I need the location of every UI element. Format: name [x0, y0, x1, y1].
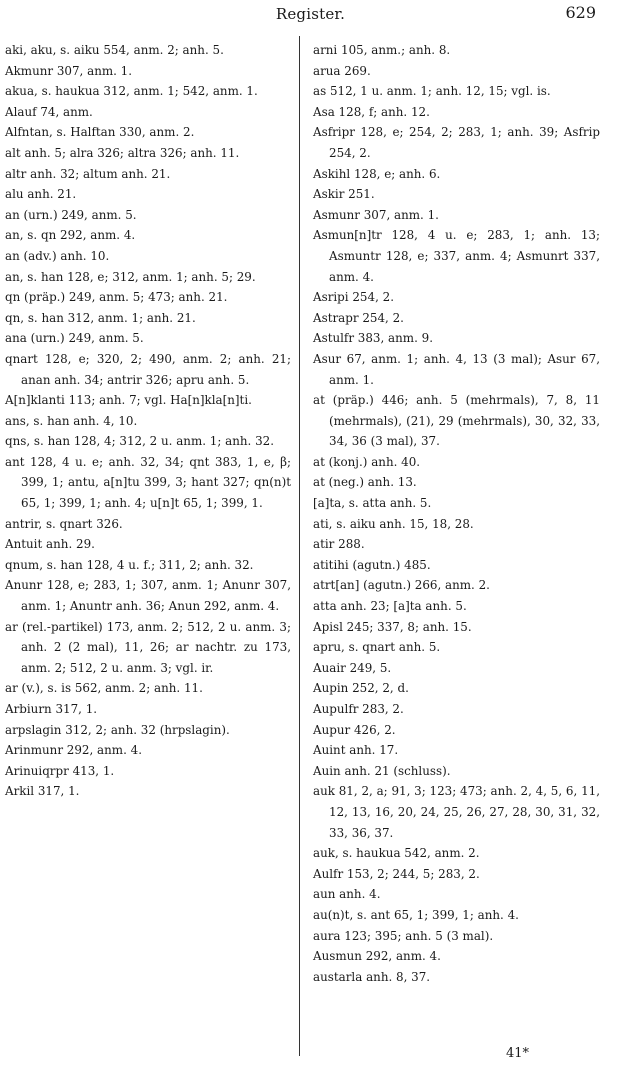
- index-entry: qnart 128, e; 320, 2; 490, anm. 2; anh. 21; anan anh. 34; antrir 326; apru anh. 5.: [5, 351, 291, 387]
- index-entry: atir 288.: [313, 537, 365, 552]
- index-entry: qn (präp.) 249, anm. 5; 473; anh. 21.: [5, 290, 228, 305]
- page-number: 629: [565, 3, 596, 22]
- index-column-left: [5, 40, 291, 802]
- index-entry: auk, s. haukua 542, anm. 2.: [313, 846, 480, 861]
- column-divider: [299, 36, 300, 1056]
- index-entry: at (präp.) 446; anh. 5 (mehrmals), 7, 8, 11 (mehrmals), (21), 29 (mehrmals), 30, 32, 33, 34, 36 (3 mal), 37.: [313, 393, 600, 449]
- index-entry: an (urn.) 249, anm. 5.: [5, 207, 137, 222]
- index-entry: Alfntan, s. Halftan 330, anm. 2.: [5, 125, 195, 140]
- index-column-right: [313, 40, 600, 987]
- index-entry: Arkil 317, 1.: [5, 784, 80, 799]
- index-entry: ati, s. aiku anh. 15, 18, 28.: [313, 516, 474, 531]
- index-entry: Aupin 252, 2, d.: [313, 681, 409, 696]
- index-entry: Ausmun 292, anm. 4.: [313, 949, 441, 964]
- index-entry: an (adv.) anh. 10.: [5, 248, 110, 263]
- index-entry: Anunr 128, e; 283, 1; 307, anm. 1; Anunr 307, anm. 1; Anuntr anh. 36; Anun 292, anm. 4.: [5, 578, 291, 614]
- index-entry: alt anh. 5; alra 326; altra 326; anh. 11.: [5, 145, 240, 160]
- index-entry: at (neg.) anh. 13.: [313, 475, 417, 490]
- index-entry: Alauf 74, anm.: [5, 104, 93, 119]
- index-entry: ar (rel.-partikel) 173, anm. 2; 512, 2 u. anm. 3; anh. 2 (2 mal), 11, 26; ar nachtr. zu 173, anm. 2; 512, 2 u. anm. 3; vgl. ir.: [5, 619, 291, 675]
- index-entry: ar (v.), s. is 562, anm. 2; anh. 11.: [5, 681, 203, 696]
- index-entry: atitihi (agutn.) 485.: [313, 557, 431, 572]
- index-entry: Asmun[n]tr 128, 4 u. e; 283, 1; anh. 13; Asmuntr 128, e; 337, anm. 4; Asmunrt 337, anm. 4.: [313, 228, 600, 284]
- index-entry: arpslagin 312, 2; anh. 32 (hrpslagin).: [5, 722, 230, 737]
- index-entry: arua 269.: [313, 63, 371, 78]
- index-entry: Auin anh. 21 (schluss).: [313, 763, 451, 778]
- index-entry: altr anh. 32; altum anh. 21.: [5, 166, 171, 181]
- index-entry: an, s. han 128, e; 312, anm. 1; anh. 5; 29.: [5, 269, 256, 284]
- index-entry: Askir 251.: [313, 187, 375, 202]
- index-entry: aura 123; 395; anh. 5 (3 mal).: [313, 928, 494, 943]
- signature-mark: 41*: [506, 1046, 530, 1061]
- index-entry: au(n)t, s. ant 65, 1; 399, 1; anh. 4.: [313, 907, 519, 922]
- index-entry: Auint anh. 17.: [313, 743, 399, 758]
- index-entry: Akmunr 307, anm. 1.: [5, 63, 133, 78]
- page-title: Register.: [275, 5, 346, 23]
- index-entry: as 512, 1 u. anm. 1; anh. 12, 15; vgl. is.: [313, 84, 551, 99]
- index-entry: aun anh. 4.: [313, 887, 381, 902]
- index-entry: Apisl 245; 337, 8; anh. 15.: [313, 619, 472, 634]
- index-entry: Askihl 128, e; anh. 6.: [313, 166, 441, 181]
- index-entry: antrir, s. qnart 326.: [5, 516, 123, 531]
- index-entry: arni 105, anm.; anh. 8.: [313, 43, 451, 57]
- index-entry: Aupur 426, 2.: [313, 722, 396, 737]
- index-entry: Asfripr 128, e; 254, 2; 283, 1; anh. 39; Asfrip 254, 2.: [313, 125, 600, 160]
- index-entry: atrt[an] (agutn.) 266, anm. 2.: [313, 578, 490, 593]
- index-entry: [a]ta, s. atta anh. 5.: [313, 496, 432, 511]
- index-entry: ans, s. han anh. 4, 10.: [5, 413, 138, 428]
- index-entry: apru, s. qnart anh. 5.: [313, 640, 441, 655]
- index-entry: Arbiurn 317, 1.: [5, 702, 98, 716]
- index-entry: ant 128, 4 u. e; anh. 32, 34; qnt 383, 1, e, β; 399, 1; antu, a[n]tu 399, 3; hant 327; qn(n)t 65, 1; 399, 1; anh. 4; u[n]t 65, 1; 399, 1.: [5, 454, 291, 511]
- index-entry: A[n]klanti 113; anh. 7; vgl. Ha[n]kla[n]ti.: [5, 393, 252, 408]
- index-entry: Antuit anh. 29.: [5, 537, 95, 552]
- index-entry: aki, aku, s. aiku 554, anm. 2; anh. 5.: [5, 43, 224, 57]
- index-entry: Asur 67, anm. 1; anh. 4, 13 (3 mal); Asur 67, anm. 1.: [313, 351, 600, 387]
- index-entry: at (konj.) anh. 40.: [313, 454, 421, 469]
- index-entry: qnum, s. han 128, 4 u. f.; 311, 2; anh. 32.: [5, 557, 254, 572]
- index-entry: alu anh. 21.: [5, 187, 77, 202]
- index-entry: atta anh. 23; [a]ta anh. 5.: [313, 599, 467, 614]
- index-entry: Arinuiqrpr 413, 1.: [5, 763, 115, 778]
- index-entry: akua, s. haukua 312, anm. 1; 542, anm. 1.: [5, 84, 258, 99]
- index-entry: Astrapr 254, 2.: [313, 310, 404, 325]
- index-entry: Auair 249, 5.: [313, 660, 392, 675]
- index-entry: qns, s. han 128, 4; 312, 2 u. anm. 1; anh. 32.: [5, 434, 275, 449]
- index-entry: auk 81, 2, a; 91, 3; 123; 473; anh. 2, 4, 5, 6, 11, 12, 13, 16, 20, 24, 25, 26, 27, 28, 30, 31, 32, 33, 36, 37.: [313, 784, 600, 840]
- index-entry: austarla anh. 8, 37.: [313, 969, 431, 984]
- index-entry: Aupulfr 283, 2.: [313, 702, 404, 716]
- index-entry: Aulfr 153, 2; 244, 5; 283, 2.: [313, 866, 480, 881]
- index-entry: Asmunr 307, anm. 1.: [313, 207, 439, 222]
- index-entry: Astulfr 383, anm. 9.: [313, 331, 433, 346]
- index-entry: Arinmunr 292, anm. 4.: [5, 743, 142, 758]
- index-entry: ana (urn.) 249, anm. 5.: [5, 331, 144, 346]
- index-entry: Asripi 254, 2.: [313, 290, 394, 305]
- index-entry: qn, s. han 312, anm. 1; anh. 21.: [5, 310, 196, 325]
- index-entry: Asa 128, f; anh. 12.: [313, 104, 430, 119]
- index-entry: an, s. qn 292, anm. 4.: [5, 228, 136, 243]
